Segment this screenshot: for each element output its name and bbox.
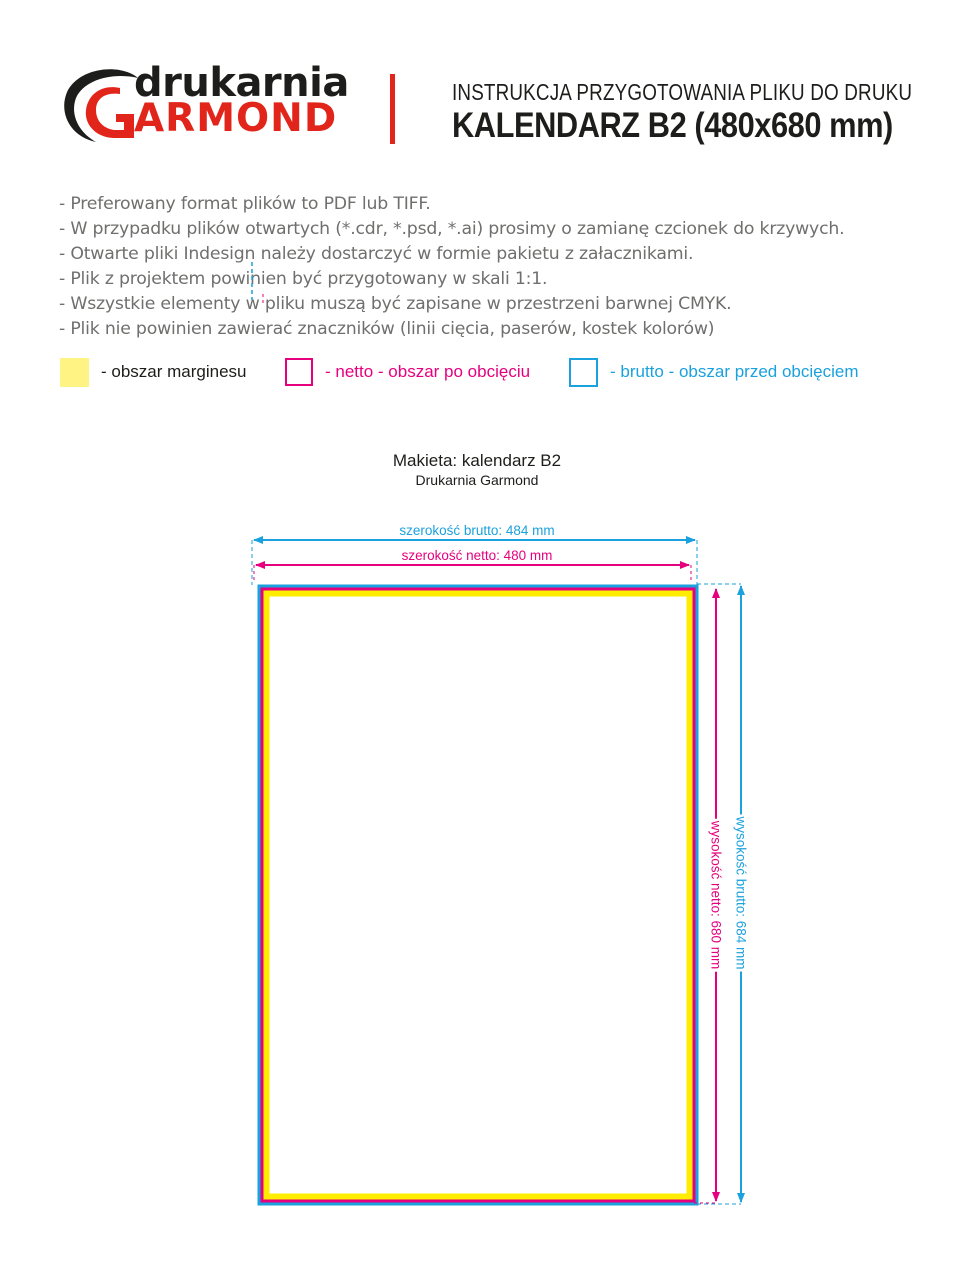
- instruction-item: - Plik z projektem powinien być przygotowany w skali 1:1.: [59, 269, 548, 289]
- document-subtitle: INSTRUKCJA PRZYGOTOWANIA PLIKU DO DRUKU: [452, 79, 913, 105]
- brutto-frame: [259, 586, 697, 1204]
- instruction-item: - Wszystkie elementy w pliku muszą być zapisane w przestrzeni barwnej CMYK.: [59, 294, 732, 314]
- width-brutto-label: szerokość brutto: 484 mm: [399, 523, 555, 538]
- mockup-title: Makieta: kalendarz B2: [392, 451, 562, 470]
- logo-text-armond: ARMOND: [134, 96, 338, 141]
- height-netto-label: wysokość netto: 680 mm: [708, 820, 724, 970]
- instruction-item: - W przypadku plików otwartych (*.cdr, *.psd, *.ai) prosimy o zamianę czcionek do krzywych.: [59, 219, 845, 239]
- legend-netto-label: - netto - obszar po obcięciu: [325, 362, 531, 381]
- mockup-subtitle: Drukarnia Garmond: [415, 472, 539, 488]
- margin-frame: [267, 594, 690, 1197]
- legend-brutto-label: - brutto - obszar przed obcięciem: [610, 362, 859, 381]
- width-netto-label: szerokość netto: 480 mm: [401, 548, 553, 563]
- height-brutto-label: wysokość brutto: 684 mm: [733, 816, 749, 970]
- netto-frame: [262, 589, 694, 1201]
- instruction-item: - Plik nie powinien zawierać znaczników (linii cięcia, paserów, kostek kolorów): [59, 319, 715, 339]
- legend-margin-label: - obszar marginesu: [101, 362, 247, 381]
- instruction-item: - Preferowany format plików to PDF lub TIFF.: [59, 194, 431, 214]
- instruction-item: - Otwarte pliki Indesign należy dostarczyć w formie pakietu z załacznikami.: [59, 244, 694, 264]
- logo-text-drukarnia: drukarnia: [134, 60, 349, 106]
- document-title: KALENDARZ B2 (480x680 mm): [452, 106, 893, 145]
